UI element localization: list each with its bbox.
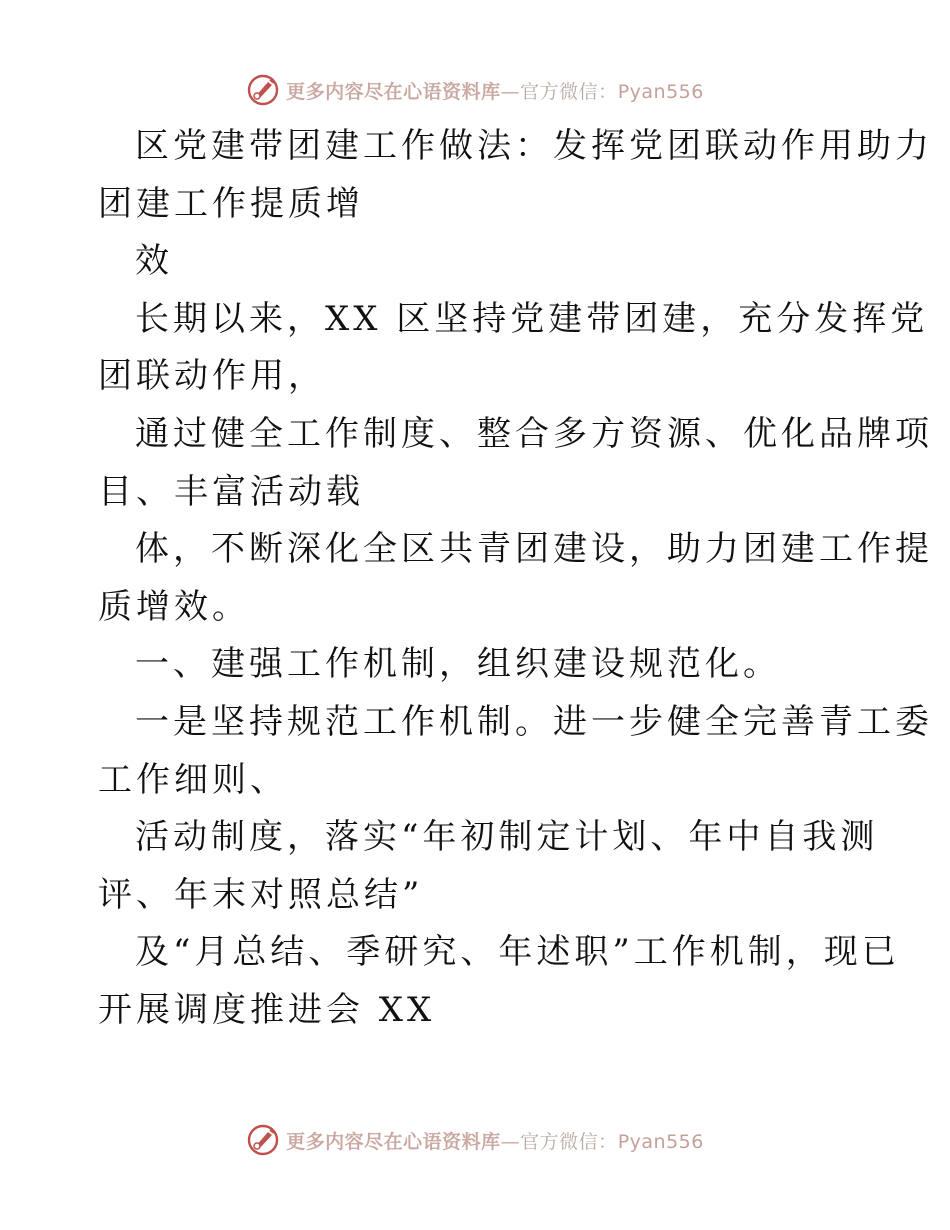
- paragraph-line: 一是坚持规范工作机制。进一步健全完善青工委: [135, 701, 933, 742]
- banner-wechat-id: Pyan556: [617, 1130, 704, 1153]
- banner-text: [286, 1127, 704, 1154]
- paragraph-line: 质增效。: [98, 586, 250, 627]
- paragraph-line: 体，不断深化全区共青团建设，助力团建工作提: [135, 529, 933, 570]
- banner-main-text: 更多内容尽在心语资料库: [286, 80, 501, 103]
- logo-icon: [246, 73, 280, 107]
- header-banner: [0, 70, 950, 110]
- banner-dash: —: [500, 1130, 521, 1153]
- paragraph-line: 长期以来，XX 区坚持党建带团建，充分发挥党: [135, 298, 929, 339]
- section-heading: 一、建强工作机制，组织建设规范化。: [135, 644, 781, 685]
- paragraph-line: 活动制度，落实“年初制定计划、年中自我测: [135, 817, 879, 858]
- paragraph-line: 目、丰富活动载: [98, 471, 364, 512]
- document-body: [98, 118, 933, 1040]
- document-title-line: 团建工作提质增: [98, 183, 364, 224]
- paragraph-line: 及“月总结、季研究、年述职”工作机制，现已: [135, 932, 900, 973]
- paragraph-line: 团联动作用，: [98, 356, 326, 397]
- banner-text: [286, 77, 704, 104]
- logo-icon: [246, 1123, 280, 1157]
- banner-wechat-id: Pyan556: [617, 80, 704, 103]
- footer-banner: [0, 1120, 950, 1160]
- paragraph-line: 开展调度推进会 XX: [98, 989, 436, 1030]
- document-title-line: 区党建带团建工作做法：发挥党团联动作用助力: [135, 126, 933, 166]
- document-title-line: 效: [135, 241, 173, 282]
- paragraph-line: 评、年末对照总结”: [98, 874, 424, 915]
- banner-wechat-label: 官方微信：: [520, 1130, 618, 1153]
- paragraph-line: 通过健全工作制度、整合多方资源、优化品牌项: [135, 413, 933, 454]
- banner-main-text: 更多内容尽在心语资料库: [286, 1130, 501, 1153]
- banner-wechat-label: 官方微信：: [520, 80, 618, 103]
- banner-dash: —: [500, 80, 521, 103]
- paragraph-line: 工作细则、: [98, 759, 288, 800]
